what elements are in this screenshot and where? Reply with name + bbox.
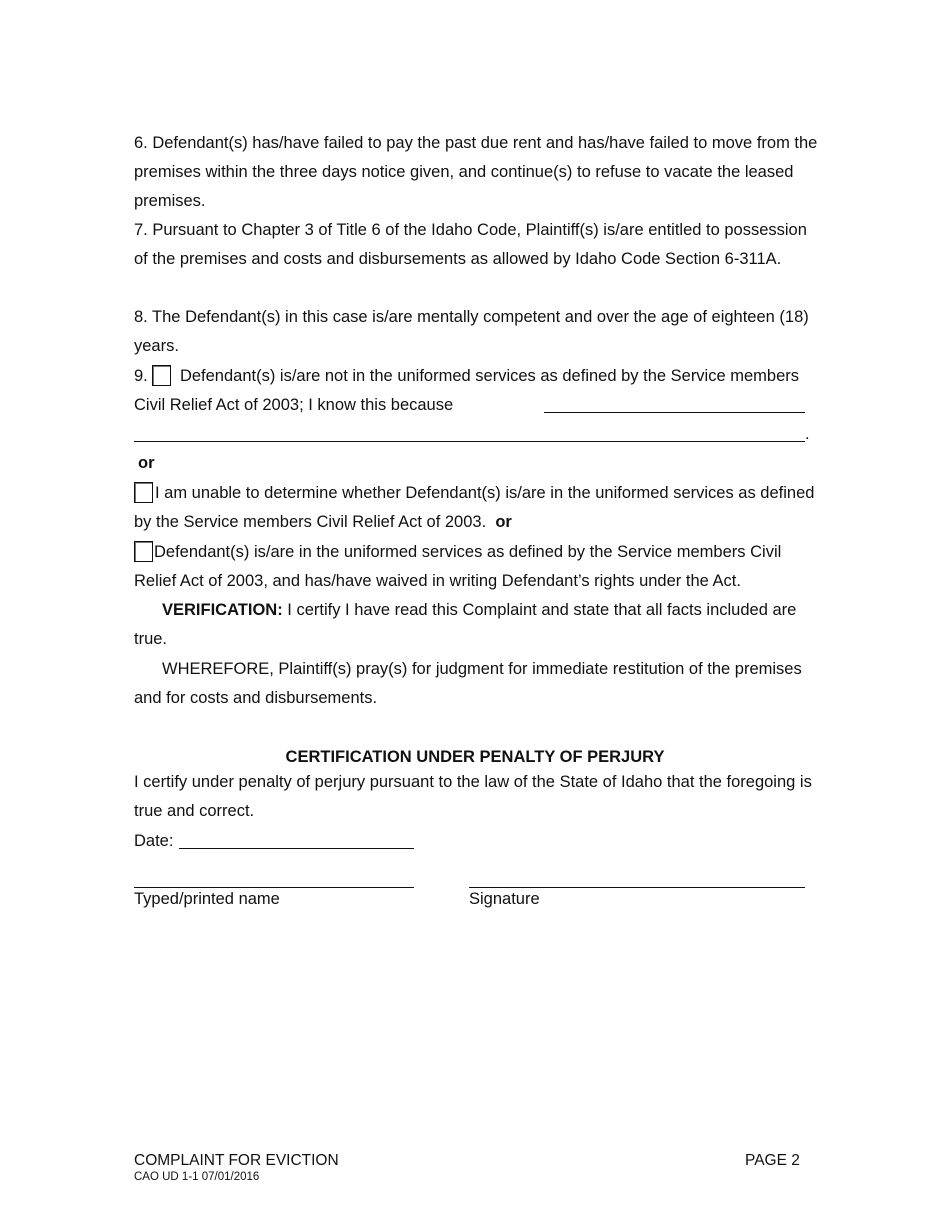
option-waived	[134, 538, 824, 596]
signature-line[interactable]	[469, 887, 805, 888]
footer-document-title: COMPLAINT FOR EVICTION	[134, 1152, 339, 1169]
option-unable-to-determine	[134, 479, 824, 537]
footer-page-number: PAGE 2	[745, 1152, 800, 1169]
certification-heading: CERTIFICATION UNDER PENALTY OF PERJURY	[285, 748, 665, 766]
option-waived-text: Defendant(s) is/are in the uniformed services as defined by the Service members Civil Relief Act of 2003, and has/have waived in writing Defendant’s rights under the Act.	[134, 543, 782, 591]
not-in-service-checkbox[interactable]	[152, 365, 171, 386]
verification-paragraph	[134, 596, 824, 654]
or-separator-inline: or	[495, 513, 512, 532]
paragraph-6: 6. Defendant(s) has/have failed to pay the past due rent and has/have failed to move from the premises within the three days notice given, and continue(s) to refuse to vacate the leased premises.	[134, 134, 818, 211]
signature-label: Signature	[469, 890, 540, 908]
date-label: Date:	[134, 832, 174, 850]
waived-checkbox[interactable]	[134, 541, 153, 562]
date-line[interactable]	[179, 848, 414, 849]
paragraph-9-number: 9.	[134, 367, 148, 385]
verification-label: VERIFICATION:	[162, 601, 283, 619]
certification-text: I certify under penalty of perjury pursuant to the law of the State of Idaho that the foregoing is true and correct.	[134, 773, 812, 821]
option-unable-text: I am unable to determine whether Defendant(s) is/are in the uniformed services as defined by the Service members Civil Relief Act of 2003.	[134, 484, 815, 532]
reason-line-1[interactable]	[544, 412, 805, 413]
paragraph-8: 8. The Defendant(s) in this case is/are mentally competent and over the age of eighteen (18) years.	[134, 308, 809, 356]
wherefore-paragraph: WHEREFORE, Plaintiff(s) pray(s) for judgment for immediate restitution of the premises and for costs and disbursements.	[134, 660, 802, 708]
footer-form-code: CAO UD 1-1 07/01/2016	[134, 1171, 260, 1183]
or-separator: or	[138, 454, 155, 472]
printed-name-label: Typed/printed name	[134, 890, 280, 908]
verification-text: I certify I have read this Complaint and state that all facts included are true.	[134, 601, 797, 649]
unable-to-determine-checkbox[interactable]	[134, 482, 153, 503]
reason-period: .	[805, 425, 810, 443]
reason-line-2[interactable]	[134, 441, 805, 442]
paragraph-7: 7. Pursuant to Chapter 3 of Title 6 of the Idaho Code, Plaintiff(s) is/are entitled to possession of the premises and costs and disbursements as allowed by Idaho Code Section 6-311A.	[134, 221, 807, 269]
printed-name-line[interactable]	[134, 887, 414, 888]
paragraph-9-text: Defendant(s) is/are not in the uniformed services as defined by the Service members Civil Relief Act of 2003; I know this because	[134, 367, 800, 415]
